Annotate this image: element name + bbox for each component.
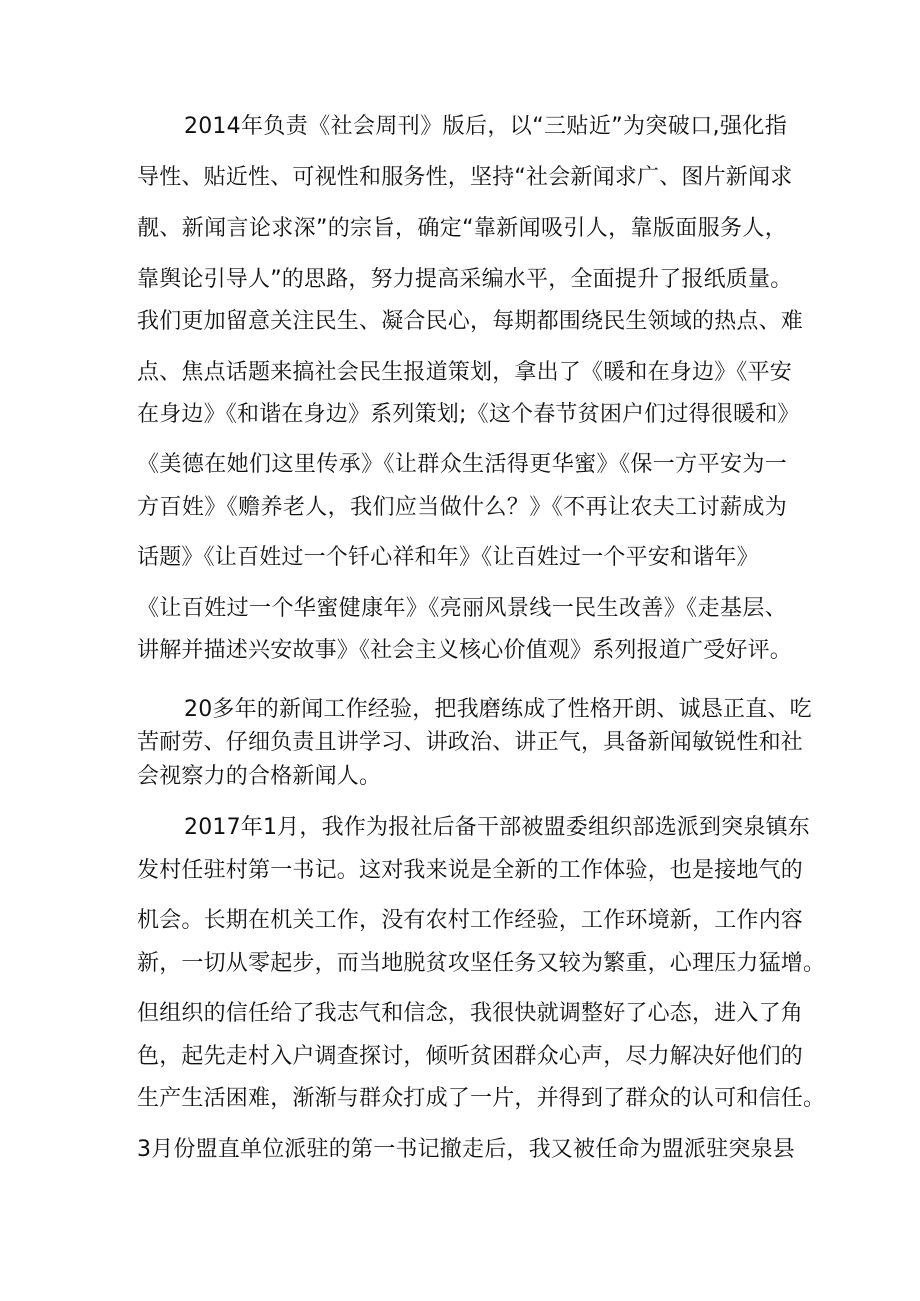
paragraph-1-line-9: 方百姓》《赡养老人，我们应当做什么？》《不再让农夫工讨薪成为 bbox=[137, 495, 787, 520]
paragraph-1-line-11: 《让百姓过一个华蜜健康年》《亮丽风景线一民生改善》《走基层、 bbox=[137, 596, 787, 621]
paragraph-1-line-12: 讲解并描述兴安故事》《社会主义核心价值观》系列报道广受好评。 bbox=[137, 638, 793, 663]
paragraph-1-line-10: 话题》《让百姓过一个钎心祥和年》《让百姓过一个平安和谐年》 bbox=[137, 545, 759, 570]
paragraph-1-line-2: 导性、贴近性、可视性和服务性，坚持“社会新闻求广、图片新闻求 bbox=[137, 165, 793, 190]
paragraph-1-line-8: 《美德在她们这里传承》《让群众生活得更华蜜》《保一方平安为一 bbox=[137, 452, 787, 477]
paragraph-3-line-2: 发村任驻村第一书记。这对我来说是全新的工作体验，也是接地气的 bbox=[137, 858, 804, 883]
paragraph-3-line-4: 新，一切从零起步，而当地脱贫攻坚任务又较为繁重，心理压力猛增。 bbox=[137, 951, 826, 976]
paragraph-3-line-1: 2017年1月，我作为报社后备干部被盟委组织部选派到突泉镇东 bbox=[184, 815, 810, 840]
paragraph-2-line-2: 苦耐劳、仔细负责且讲学习、讲政治、讲正气，具备新闻敏锐性和社 bbox=[137, 730, 804, 755]
paragraph-1-line-3: 靓、新闻言论求深”的宗旨，确定“靠新闻吸引人，靠版面服务人， bbox=[137, 216, 787, 241]
paragraph-3-line-5: 但组织的信任给了我志气和信念，我很快就调整好了心态，进入了角 bbox=[137, 1001, 804, 1026]
paragraph-3-line-8: 3月份盟直单位派驻的第一书记撤走后，我又被任命为盟派驻突泉县 bbox=[137, 1137, 795, 1162]
paragraph-3-line-3: 机会。长期在机关工作，没有农村工作经验，工作环境新，工作内容 bbox=[137, 908, 804, 933]
paragraph-1-line-5: 我们更加留意关注民生、凝合民心，每期都围绕民生领域的热点、难 bbox=[137, 309, 804, 334]
paragraph-3-line-7: 生产生活困难，渐渐与群众打成了一片，并得到了群众的认可和信任。 bbox=[137, 1086, 826, 1111]
paragraph-1-line-1: 2014年负责《社会周刊》版后，以“三贴近”为突破口,强化指 bbox=[184, 114, 787, 139]
paragraph-1-line-7: 在身边》《和谐在身边》系列策划;《这个春节贫困户们过得很暖和》 bbox=[137, 402, 800, 427]
paragraph-1-line-6: 点、焦点话题来搞社会民生报道策划，拿出了《暖和在身边》《平安 bbox=[137, 360, 793, 385]
paragraph-1-line-4: 靠舆论引导人”的思路，努力提高采编水平，全面提升了报纸质量。 bbox=[137, 267, 793, 292]
paragraph-2-line-1: 20多年的新闻工作经验，把我磨练成了性格开朗、诚恳正直、吃 bbox=[184, 697, 812, 722]
paragraph-2-line-3: 会视察力的合格新闻人。 bbox=[137, 764, 382, 789]
paragraph-3-line-6: 色，起先走村入户调查探讨，倾听贫困群众心声，尽力解决好他们的 bbox=[137, 1044, 804, 1069]
